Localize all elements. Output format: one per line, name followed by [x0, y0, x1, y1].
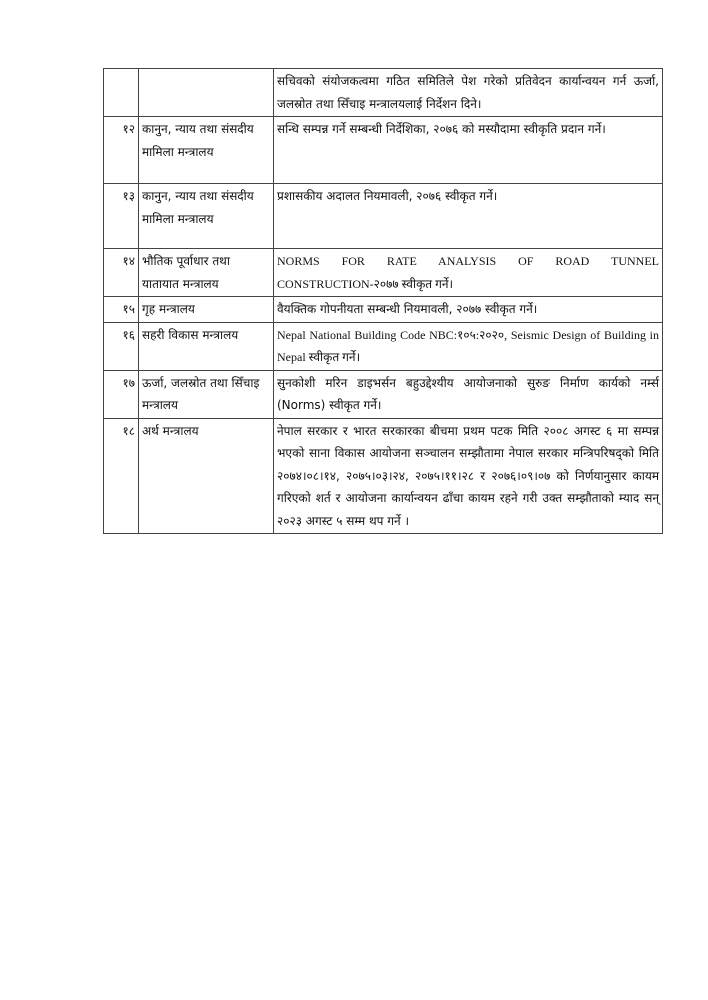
decision-cell: प्रशासकीय अदालत नियमावली, २०७६ स्वीकृत गर्ने। [274, 184, 663, 249]
table-row [104, 117, 663, 184]
ministry-cell: कानुन, न्याय तथा संसदीय मामिला मन्त्रालय [139, 184, 274, 249]
decisions-table [103, 68, 663, 534]
decision-cell: सन्धि सम्पन्न गर्ने सम्बन्धी निर्देशिका, २०७६ को मस्यौदामा स्वीकृति प्रदान गर्ने। [274, 117, 663, 184]
decision-cell: NORMS FOR RATE ANALYSIS OF ROAD TUNNEL CONSTRUCTION-२०७७ स्वीकृत गर्ने। [274, 249, 663, 297]
ministry-cell [139, 69, 274, 117]
decision-cell: नेपाल सरकार र भारत सरकारका बीचमा प्रथम पटक मिति २००८ अगस्ट ६ मा सम्पन्न भएको साना विकास आयोजना सञ्चालन सम्झौतामा नेपाल सरकार मन्त्रिपरिषद्को मिति २०७४।०८।१४, २०७५।०३।२४, २०७५।११।२८ र २०७६।०९।०७ को निर्णयानुसार कायम गरिएको शर्त र आयोजना कार्यान्वयन ढाँचा कायम रहने गरी उक्त सम्झौताको म्याद सन् २०२३ अगस्ट ५ सम्म थप गर्ने । [274, 418, 663, 534]
table-row [104, 184, 663, 249]
row-number [104, 69, 139, 117]
table-row [104, 370, 663, 418]
table-row [104, 69, 663, 117]
ministry-cell: अर्थ मन्त्रालय [139, 418, 274, 534]
row-number: १५ [104, 297, 139, 323]
decision-cell: Nepal National Building Code NBC:१०५:२०२०, Seismic Design of Building in Nepal स्वीकृत गर्ने। [274, 322, 663, 370]
table-row [104, 249, 663, 297]
row-number: १४ [104, 249, 139, 297]
row-number: १२ [104, 117, 139, 184]
row-number: १८ [104, 418, 139, 534]
ministry-cell: ऊर्जा, जलस्रोत तथा सिँचाइ मन्त्रालय [139, 370, 274, 418]
ministry-cell: कानुन, न्याय तथा संसदीय मामिला मन्त्रालय [139, 117, 274, 184]
decision-cell: सचिवको संयोजकत्वमा गठित समितिले पेश गरेको प्रतिवेदन कार्यान्वयन गर्न ऊर्जा, जलस्रोत तथा सिँचाइ मन्त्रालयलाई निर्देशन दिने। [274, 69, 663, 117]
table-row [104, 418, 663, 534]
decision-cell: सुनकोशी मरिन डाइभर्सन बहुउद्देश्यीय आयोजनाको सुरुङ निर्माण कार्यको नर्म्स (Norms) स्वीकृत गर्ने। [274, 370, 663, 418]
table-row [104, 297, 663, 323]
table-row [104, 322, 663, 370]
row-number: १३ [104, 184, 139, 249]
decision-cell: वैयक्तिक गोपनीयता सम्बन्धी नियमावली, २०७७ स्वीकृत गर्ने। [274, 297, 663, 323]
row-number: १६ [104, 322, 139, 370]
row-number: १७ [104, 370, 139, 418]
ministry-cell: भौतिक पूर्वाधार तथा यातायात मन्त्रालय [139, 249, 274, 297]
ministry-cell: गृह मन्त्रालय [139, 297, 274, 323]
ministry-cell: सहरी विकास मन्त्रालय [139, 322, 274, 370]
